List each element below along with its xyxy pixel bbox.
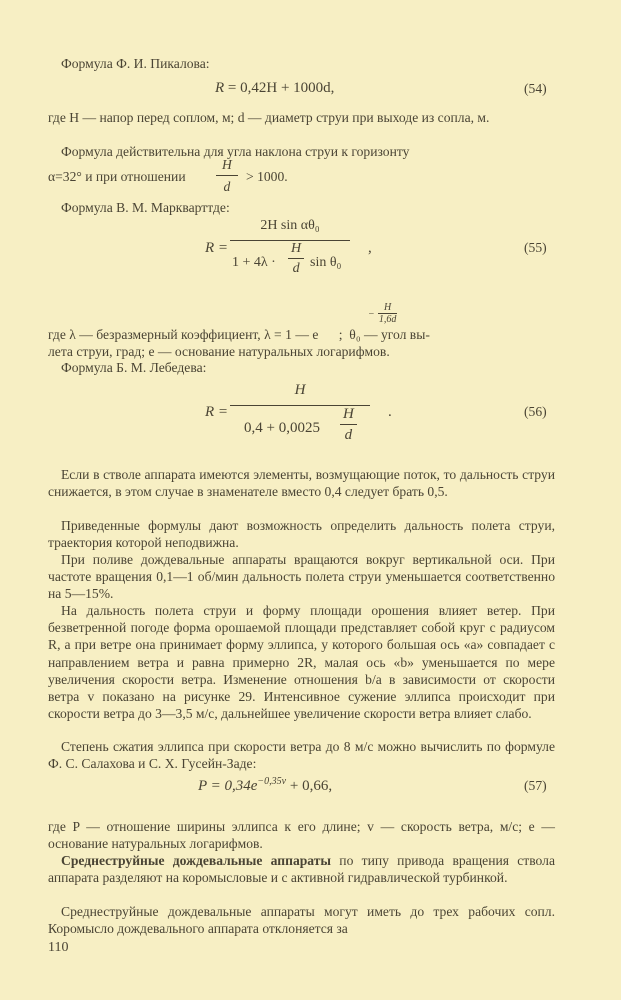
validity-line: Формула действительна для угла наклона струи к горизонту bbox=[61, 144, 410, 159]
markvartde-heading: Формула В. М. Маркварттде: bbox=[61, 200, 230, 215]
equation-56: R = H 0,4 + 0,0025 $\frac{H}{d}$ . (56) bbox=[205, 382, 547, 443]
paragraph-7: Среднеструйные дождевальные аппараты могут иметь до трех рабочих сопл. Коромысло дождевального аппарата отклоняется за bbox=[48, 904, 555, 937]
paragraph-6: Среднеструйные дождевальные аппараты по типу привода вращения ствола аппарата разделяют на коромысловые и с активной гидравлической турбинкой. bbox=[48, 853, 555, 886]
paragraph-4: На дальность полета струи и форму площади орошения влияет ветер. При безветренной погоде форма орошаемой площади представляет собой круг с радиусом R, а при ветре она принимает форму эллипса, у которого большая ось «a» совпадает с направлением ветра и равна примерно 2R, малая ось «b» уменьшается по мере увеличения скорости ветра. Изменение отношения b/a в зависимости от скорости ветра v показано на рисунке 29. Интенсивное сужение эллипса происходит при скорости ветра до 3—3,5 м/с, дальнейшее увеличение скорости ветра влияет слабо. bbox=[48, 603, 555, 722]
paragraph-after-54: где H — напор перед соплом, м; d — диаметр струи при выходе из сопла, м. bbox=[48, 110, 490, 125]
equation-number: (55) bbox=[524, 240, 547, 255]
paragraph-after-57: где P — отношение ширины эллипса к его длине; v — скорость ветра, м/с; e — основание натуральных логарифмов. bbox=[48, 819, 555, 852]
lambda-definition-2: лета струи, град; e — основание натуральных логарифмов. bbox=[48, 344, 390, 359]
equation-55: R = 2H sin αθ₀ 1 + 4λ · $\frac{H}{d}$ sin θ₀ , (55) bbox=[205, 218, 547, 276]
paragraph-3: При поливе дождевальные аппараты вращаются вокруг вертикальной оси. При частоте вращения 0,1—1 об/мин дальность полета струи уменьшается соответственно на 5—15%. bbox=[48, 552, 555, 602]
validity-line-2: α=32° и при отношении $\frac{H}{d}$ > 1000. bbox=[48, 157, 288, 195]
equation-number: (57) bbox=[524, 778, 547, 793]
pikalov-heading: Формула Ф. И. Пикалова: bbox=[61, 56, 210, 71]
paragraph-2: Приведенные формулы дают возможность определить дальность полета струи, траектория которой неподвижна. bbox=[48, 518, 555, 551]
lambda-definition-1: где λ — безразмерный коэффициент, λ = 1 — e ; θ₀ — угол вы- bbox=[48, 327, 430, 342]
paragraph-1: Если в стволе аппарата имеются элементы, возмущающие поток, то дальность струи снижается, в этом случае в знаменателе вместо 0,4 следует брать 0,5. bbox=[48, 467, 555, 500]
lambda-exponent: − H 1,6d bbox=[368, 302, 397, 325]
paragraph-5: Степень сжатия эллипса при скорости ветра до 8 м/с можно вычислить по формуле Ф. С. Салахова и С. Х. Гусейн-Заде: bbox=[48, 739, 555, 772]
page-number: 110 bbox=[48, 940, 69, 955]
fraction-h-over-d: $\frac{H}{d}$ bbox=[216, 156, 238, 195]
lebedev-heading: Формула Б. М. Лебедева: bbox=[61, 360, 207, 375]
book-page: Формула Ф. И. Пикалова: R = 0,42H + 1000d, (54) где H — напор перед соплом, м; d — диаметр струи при выходе из сопла, м. Формула действительна для угла наклона струи к горизонту α=32° и при отношении $\frac{H}{d}$ > 1000. Формула В. М. Маркварттде: R = 2H sin αθ₀ 1 + 4λ · $\frac{H}{d}$ sin θ₀ , (55) − H 1,6d где λ — безразмерный коэффициент, λ = 1 — e ; θ₀ — угол вы- лета струи, град; e — основание натуральных логарифмов. Формула Б. М. Лебедева: R = H 0,4 + 0,0025 $\frac{H}{d}$ . (56) Если в стволе аппарата имеются элементы, возмущающие поток, то дальность струи снижается, в этом случае в знаменателе вместо 0,4 следует брать 0,5. Приведенные формулы дают возможность определить дальность полета струи, траектория которой неподвижна. При поливе дождевальные аппараты вращаются вокруг вертикальной оси. При частоте вращения 0,1—1 об/мин дальность полета струи уменьшается соответственно на 5—15%. На дальность полета струи и форму площади орошения влияет ветер. При безветренной погоде форма орошаемой площади представляет собой круг с радиусом R, а при ветре она принимает форму эллипса, у которого большая ось «a» совпадает с направлением ветра и равна примерно 2R, малая ось «b» уменьшается по мере увеличения скорости ветра. Изменение отношения b/a в зависимости от скорости ветра v показано на рисунке 29. Интенсивное сужение эллипса происходит при скорости ветра до 3—3,5 м/с, дальнейшее увеличение скорости ветра влияет слабо. Степень сжатия эллипса при скорости ветра до 8 м/с можно вычислить по формуле Ф. С. Салахова и С. Х. Гусейн-Заде: $P = 0,34e^{-0,35v} + 0,66$, (57) где P — отношение ширины эллипса к его длине; v — скорость ветра, м/с; e — основание натуральных логарифмов. Среднеструйные дождевальные аппараты по типу привода вращения ствола аппарата разделяют на коромысловые и с активной гидравлической турбинкой. Среднеструйные дождевальные аппараты могут иметь до трех рабочих сопл. Коромысло дождевального аппарата отклоняется за 110 bbox=[0, 0, 621, 1000]
equation-number: (54) bbox=[524, 81, 547, 96]
equation-number: (56) bbox=[524, 404, 547, 419]
